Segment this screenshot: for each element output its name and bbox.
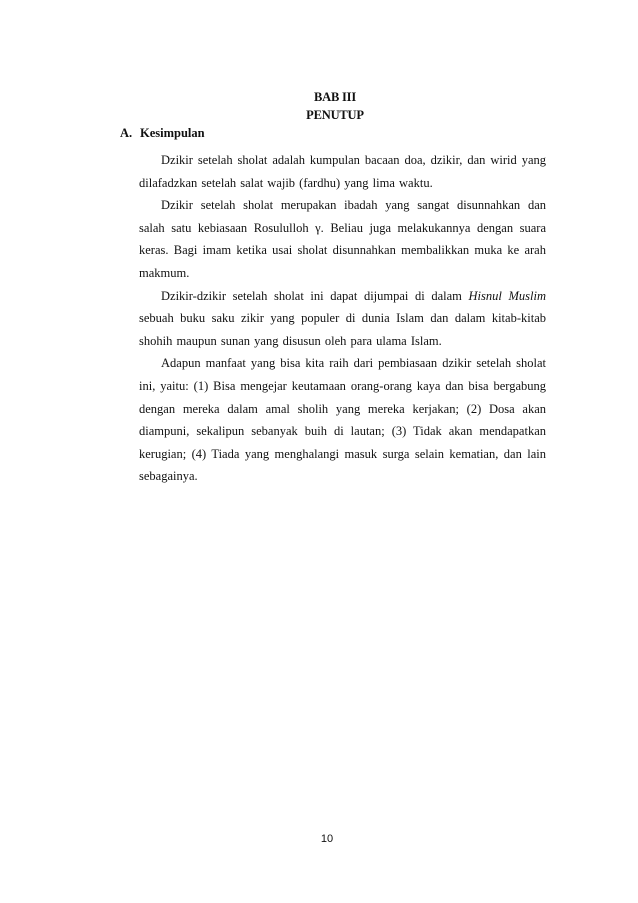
body-text bbox=[139, 149, 546, 488]
book-title: Hisnul Muslim bbox=[468, 288, 546, 303]
paragraph: Dzikir setelah sholat adalah kumpulan bacaan doa, dzikir, dan wirid yang dilafadzkan setelah salat wajib (fardhu) yang lima waktu. bbox=[139, 153, 546, 190]
paragraph: Adapun manfaat yang bisa kita raih dari pembiasaan dzikir setelah sholat ini, yaitu: (1) Bisa mengejar keutamaan orang-orang kaya dan bisa bergabung dengan mereka dalam amal sholih yang mereka kerjakan; (2) Dosa akan diampuni, sekalipun sebanyak buih di lautan; (3) Tidak akan mendapatkan kerugian; (4) Tiada yang menghalangi masuk surga selain kematian, dan lain sebagainya. bbox=[139, 356, 546, 484]
chapter-number: BAB III bbox=[313, 90, 357, 104]
section-heading bbox=[120, 126, 205, 141]
section-marker: A. bbox=[120, 126, 133, 140]
paragraph-text: sebuah buku saku zikir yang populer di dunia Islam dan dalam kitab-kitab shohih maupun sunan yang disusun oleh para ulama Islam. bbox=[139, 311, 546, 348]
paragraph bbox=[139, 285, 546, 353]
page-number: 10 bbox=[320, 833, 334, 845]
chapter-title: PENUTUP bbox=[306, 108, 364, 122]
section-heading-text: Kesimpulan bbox=[140, 126, 205, 140]
paragraph-text: Dzikir-dzikir setelah sholat ini dapat dijumpai di dalam bbox=[161, 288, 469, 303]
paragraph: Dzikir setelah sholat merupakan ibadah yang sangat disunnahkan dan salah satu kebiasaan Rosululloh γ. Beliau juga melakukannya dengan suara keras. Bagi imam ketika usai sholat disunnahkan membalikkan muka ke arah makmum. bbox=[139, 198, 546, 280]
